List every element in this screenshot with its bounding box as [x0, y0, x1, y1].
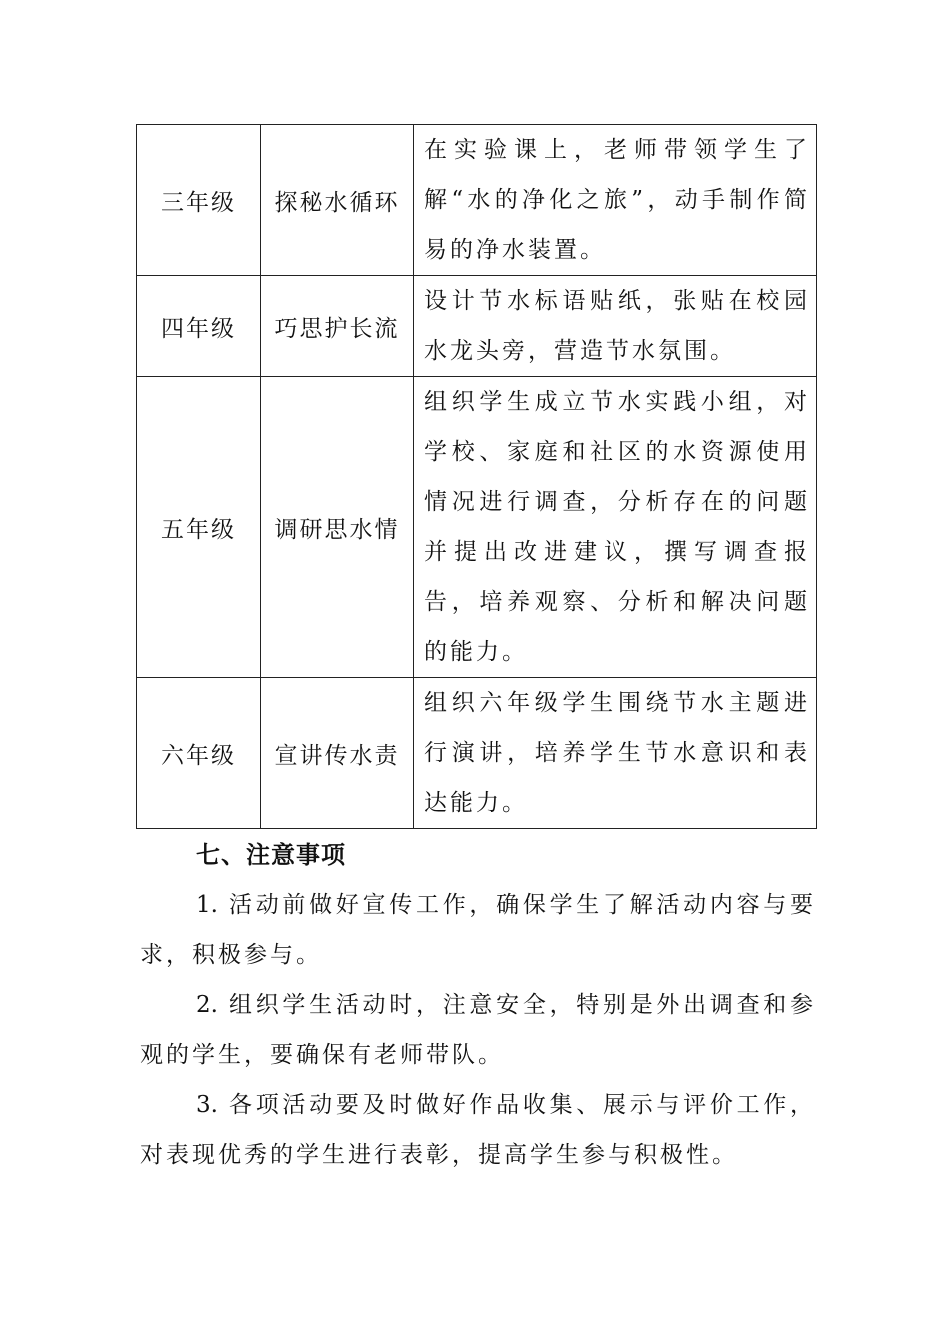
note-number: 3.	[196, 1092, 218, 1118]
table-row	[137, 276, 817, 377]
note-text: 各项活动要及时做好作品收集、展示与评价工作，对表现优秀的学生进行表彰，提高学生参与积极性。	[140, 1092, 817, 1168]
activity-table	[136, 124, 817, 829]
grade-cell: 三年级	[137, 125, 261, 276]
note-item	[140, 880, 816, 980]
description-cell: 组织学生成立节水实践小组，对学校、家庭和社区的水资源使用情况进行调查，分析存在的问题并提出改进建议，撰写调查报告，培养观察、分析和解决问题的能力。	[414, 377, 817, 678]
grade-cell: 六年级	[137, 678, 261, 829]
description-cell: 组织六年级学生围绕节水主题进行演讲，培养学生节水意识和表达能力。	[414, 678, 817, 829]
grade-cell: 四年级	[137, 276, 261, 377]
description-cell: 设计节水标语贴纸，张贴在校园水龙头旁，营造节水氛围。	[414, 276, 817, 377]
grade-cell: 五年级	[137, 377, 261, 678]
note-text: 组织学生活动时，注意安全，特别是外出调查和参观的学生，要确保有老师带队。	[140, 992, 817, 1068]
note-item	[140, 980, 816, 1080]
table-row	[137, 377, 817, 678]
table-row	[137, 678, 817, 829]
note-number: 1.	[196, 892, 218, 918]
note-number: 2.	[196, 992, 218, 1018]
description-cell: 在实验课上，老师带领学生了解“水的净化之旅”，动手制作简易的净水装置。	[414, 125, 817, 276]
theme-cell: 探秘水循环	[261, 125, 414, 276]
note-text: 活动前做好宣传工作，确保学生了解活动内容与要求，积极参与。	[140, 892, 817, 968]
theme-cell: 宣讲传水责	[261, 678, 414, 829]
notes-section	[140, 830, 816, 1180]
section-heading: 七、注意事项	[196, 841, 346, 869]
table-row	[137, 125, 817, 276]
theme-cell: 巧思护长流	[261, 276, 414, 377]
note-item	[140, 1080, 816, 1180]
theme-cell: 调研思水情	[261, 377, 414, 678]
